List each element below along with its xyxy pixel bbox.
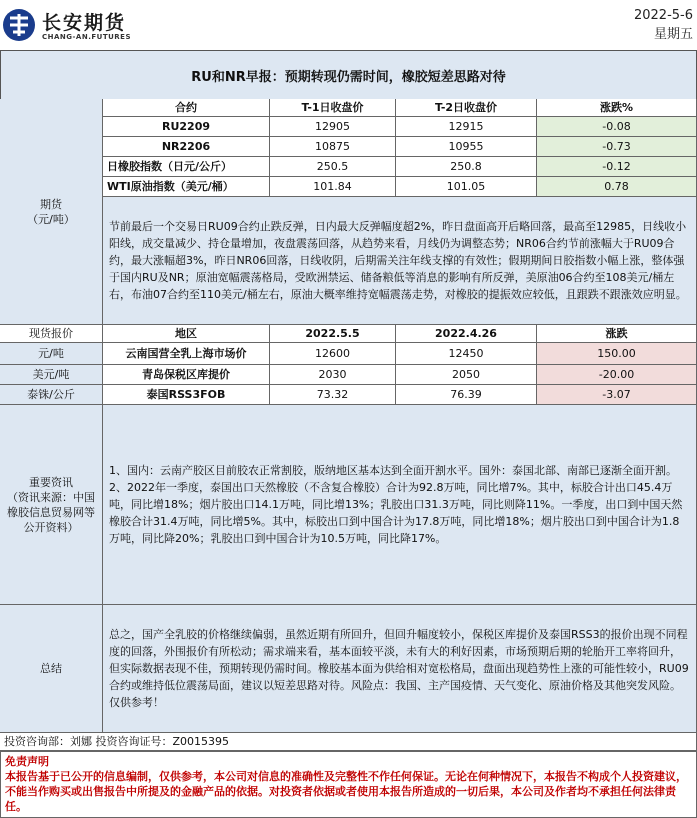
spot-row-change: -3.07: [537, 385, 697, 405]
spot-header-change: 涨跌: [537, 325, 697, 343]
summary-content: 总之，国产全乳胶的价格继续偏弱，虽然近期有所回升，但回升幅度较小，保税区库提价及泰国RSS3的报价出现不同程度的回落，外围报价有所松动；需求端来看，基本面较平淡，未有大的利好因素，市场预期后期的轮胎开工率将回升，但实际数据表现不佳，预期转现仍需时间。橡胶基本面为供给相对宽松格局，盘面出现趋势性上涨的可能性较小，RU09合约或维持低位震荡局面，建议以短差思路对待。风险点：我国、主产国疫情、天气变化、原油价格及其他突发风险。仅供参考！: [103, 605, 697, 733]
spot-row-region: 泰国RSS3FOB: [103, 385, 270, 405]
news-label: 重要资讯 （资讯来源：中国橡胶信息贸易网等公开资料）: [0, 405, 103, 605]
report-title: RU和NR早报：预期转现仍需时间，橡胶短差思路对待: [0, 50, 697, 100]
logo-emblem-icon: [2, 8, 36, 42]
company-logo: [2, 6, 142, 46]
futures-row-change: -0.12: [537, 157, 697, 177]
logo-title: 长安期货: [42, 12, 127, 34]
futures-header-change: 涨跌%: [537, 99, 697, 117]
spot-row-v1: 73.32: [270, 385, 396, 405]
spot-header-region: 地区: [103, 325, 270, 343]
spot-row-v2: 76.39: [396, 385, 537, 405]
spot-header-date1: 2022.5.5: [270, 325, 396, 343]
futures-row-t2: 101.05: [396, 177, 537, 197]
news-content: 1、国内：云南产胶区目前胶农正常割胶，版纳地区基本达到全面开割水平。国外：泰国北部、南部已逐渐全面开割。 2、2022年一季度，泰国出口天然橡胶（不含复合橡胶）合计为92.8万吨，同比增7%。其中，标胶合计出口45.4万吨，同比增18%；烟片胶出口14.1万吨，同比增13%；乳胶出口31.3万吨，同比则降11%。一季度，出口到中国天然橡胶合计31.4万吨，同比增5%。其中，标胶出口到中国合计为17.8万吨，同比增18%；烟片胶出口到中国合计为1.8万吨，同比降20%；乳胶出口到中国合计为10.5万吨，同比降17%。: [103, 405, 697, 605]
futures-row-name: 日橡胶指数（日元/公斤）: [103, 157, 270, 177]
spot-row-unit: 泰铢/公斤: [0, 385, 103, 405]
spot-row-change: 150.00: [537, 343, 697, 365]
futures-row-t1: 101.84: [270, 177, 396, 197]
spot-row-unit: 元/吨: [0, 343, 103, 365]
analyst-info: 投资咨询部：刘娜 投资咨询证号：Z0015395: [0, 733, 697, 751]
spot-row-region: 云南国营全乳上海市场价: [103, 343, 270, 365]
summary-label: 总结: [0, 605, 103, 733]
futures-row-t2: 10955: [396, 137, 537, 157]
spot-header-date2: 2022.4.26: [396, 325, 537, 343]
date-value: 2022-5-6: [633, 8, 693, 23]
futures-row-t1: 12905: [270, 117, 396, 137]
futures-row-t1: 250.5: [270, 157, 396, 177]
futures-row-name: WTI原油指数（美元/桶）: [103, 177, 270, 197]
futures-row-name: RU2209: [103, 117, 270, 137]
weekday-value: 星期五: [653, 27, 693, 42]
futures-row-t1: 10875: [270, 137, 396, 157]
spot-row-v1: 2030: [270, 365, 396, 385]
futures-commentary: 节前最后一个交易日RU09合约止跌反弹，日内最大反弹幅度超2%，昨日盘面高开后略回落，最高至12985，日线收小阳线，成交量减少、持仓量增加，夜盘震荡回落，从趋势来看，月线仍为调整态势；NR06合约节前涨幅大于RU09合约，最大涨幅超3%，昨日NR06回落，日线收阴，后期需关注年线支撑的有效性；假期期间日胶指数小幅上涨，整体强于国内RU及NR；原油宽幅震荡格局，受欧洲禁运、储备粮低等消息的影响有所反弹，美原油06合约至108美元/桶左右，布油07合约至110美元/桶左右，原油大概率维持宽幅震荡走势，对橡胶的提振效应较低，且跟跌不跟涨效应明显。: [103, 197, 697, 325]
spot-row-change: -20.00: [537, 365, 697, 385]
spot-row-unit: 美元/吨: [0, 365, 103, 385]
futures-row-name: NR2206: [103, 137, 270, 157]
spot-row-v2: 12450: [396, 343, 537, 365]
futures-row-t2: 250.8: [396, 157, 537, 177]
disclaimer: [0, 751, 697, 818]
futures-header-contract: 合约: [103, 99, 270, 117]
futures-header-t2: T-2日收盘价: [396, 99, 537, 117]
disclaimer-title: 免责声明: [5, 755, 49, 768]
spot-row-v1: 12600: [270, 343, 396, 365]
spot-row-v2: 2050: [396, 365, 537, 385]
futures-row-change: 0.78: [537, 177, 697, 197]
futures-header-t1: T-1日收盘价: [270, 99, 396, 117]
spot-row-region: 青岛保税区库提价: [103, 365, 270, 385]
report-header: [0, 0, 697, 50]
report-date: [634, 6, 693, 44]
futures-row-t2: 12915: [396, 117, 537, 137]
logo-subtitle: CHANG-AN.FUTURES: [42, 33, 131, 41]
futures-row-change: -0.08: [537, 117, 697, 137]
disclaimer-text: 本报告基于已公开的信息编制，仅供参考，本公司对信息的准确性及完整性不作任何保证。无论在何种情况下，本报告不构成个人投资建议，不能当作购买或出售报告中所提及的金融产品的依据。对投资者依据或者使用本报告所造成的一切后果，本公司及作者均不承担任何法律责任。: [5, 770, 687, 813]
spot-header-label: 现货报价: [0, 325, 103, 343]
futures-section-label: 期货 （元/吨）: [0, 99, 103, 325]
futures-row-change: -0.73: [537, 137, 697, 157]
